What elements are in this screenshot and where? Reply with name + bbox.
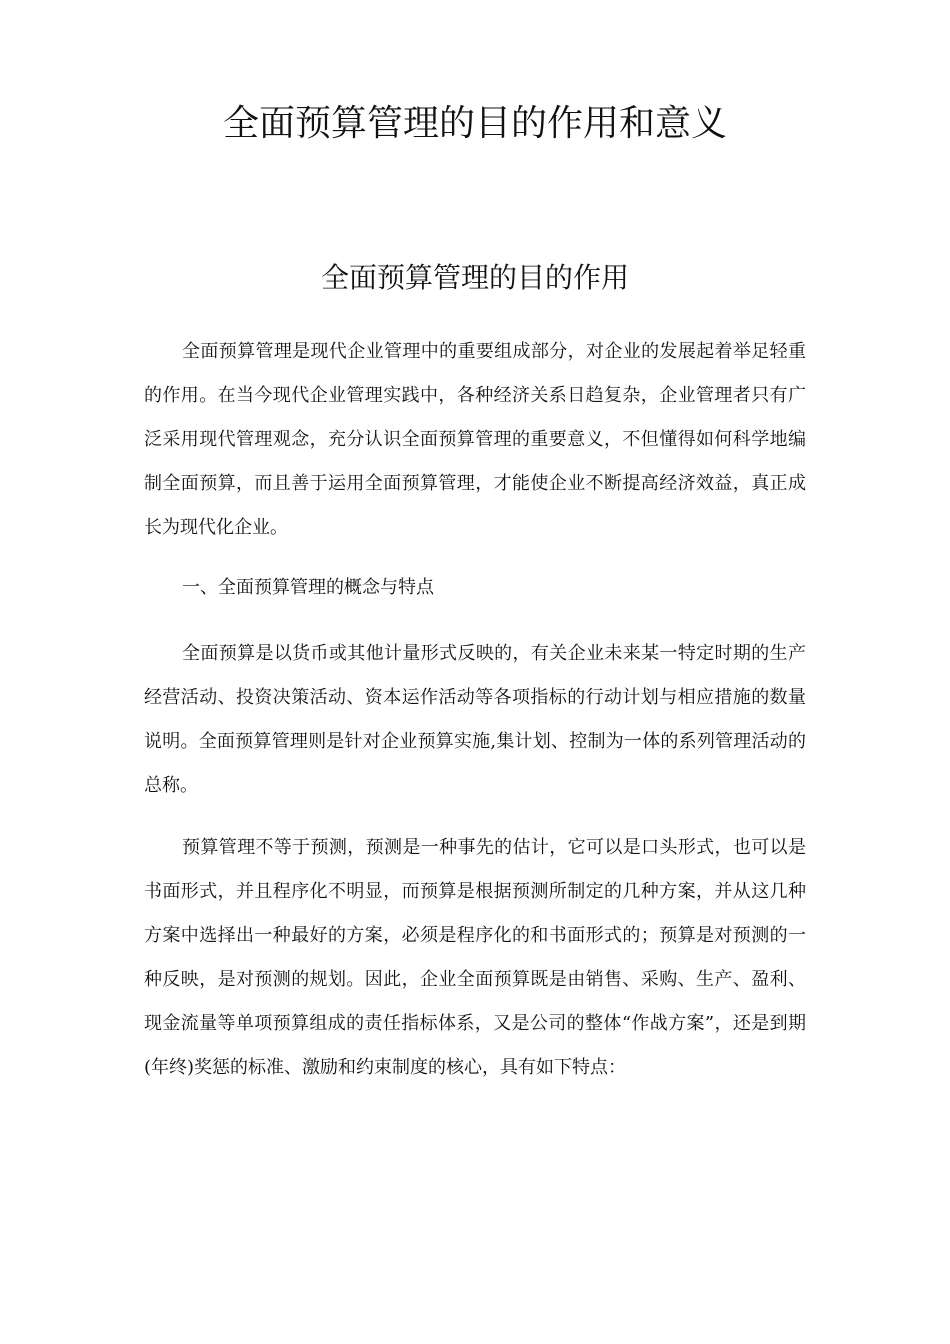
paragraph-definition: 全面预算是以货币或其他计量形式反映的，有关企业未来某一特定时期的生产经营活动、投资决策活动、资本运作活动等各项指标的行动计划与相应措施的数量说明。全面预算管理则是针对企业预算实施,集计划、控制为一体的系列管理活动的总称。 (144, 643, 806, 796)
section-title: 全面预算管理的目的作用 (320, 261, 629, 294)
document-title: 全面预算管理的目的作用和意义 (222, 103, 727, 144)
paragraph-features: 预算管理不等于预测，预测是一种事先的估计，它可以是口头形式，也可以是书面形式，并且程序化不明显，而预算是根据预测所制定的几种方案，并从这几种方案中选择出一种最好的方案，必须是程序化的和书面形式的；预算是对预测的一种反映，是对预测的规划。因此，企业全面预算既是由销售、采购、生产、盈利、现金流量等单项预算组成的责任指标体系，又是公司的整体“作战方案”，还是到期(年终)奖惩的标准、激励和约束制度的核心，具有如下特点： (144, 837, 806, 1078)
subheading-concept: 一、全面预算管理的概念与特点 (182, 577, 434, 598)
paragraph-intro: 全面预算管理是现代企业管理中的重要组成部分，对企业的发展起着举足轻重的作用。在当今现代企业管理实践中，各种经济关系日趋复杂，企业管理者只有广泛采用现代管理观念，充分认识全面预算管理的重要意义，不但懂得如何科学地编制全面预算，而且善于运用全面预算管理，才能使企业不断提高经济效益，真正成长为现代化企业。 (144, 341, 806, 538)
